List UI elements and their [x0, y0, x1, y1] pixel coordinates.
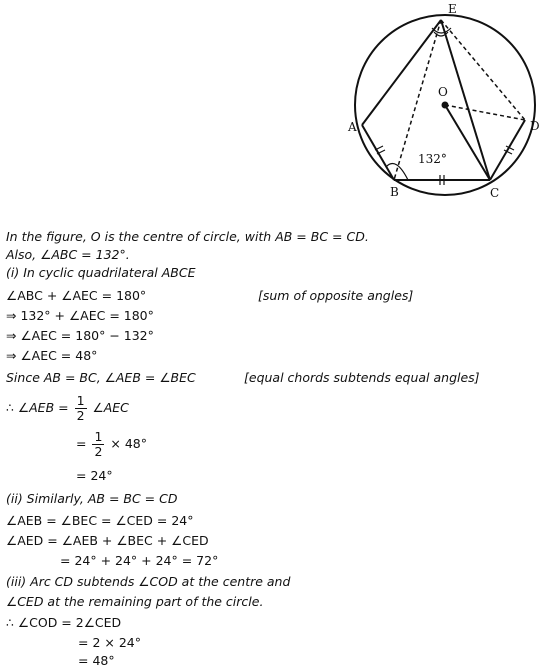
label-angle-132: 132°: [418, 152, 447, 166]
label-b: B: [390, 185, 399, 199]
fraction-den: 2: [76, 408, 85, 423]
label-c: C: [490, 186, 500, 200]
label-a: A: [348, 120, 357, 134]
chord-ab: [362, 125, 394, 180]
line-8: Since AB = BC, ∠AEB = ∠BEC: [6, 370, 196, 385]
label-e: E: [448, 2, 457, 16]
line-9: [6, 394, 129, 423]
line-9-pre: ∴ ∠AEB =: [6, 400, 73, 415]
line-15: = 24° + 24° + 24° = 72°: [60, 553, 219, 568]
line-20: = 48°: [78, 653, 115, 668]
chord-ae: [362, 20, 441, 125]
note-4: [sum of opposite angles]: [258, 288, 414, 303]
line-9-post: ∠AEC: [92, 400, 129, 415]
line-10-post: × 48°: [110, 436, 147, 451]
line-1: In the figure, O is the centre of circle, with AB = BC = CD.: [6, 229, 369, 244]
line-2: Also, ∠ABC = 132°.: [6, 247, 130, 262]
line-16: (iii) Arc CD subtends ∠COD at the centre and: [6, 574, 291, 589]
fraction-half-2: [92, 430, 104, 459]
line-4: ∠ABC + ∠AEC = 180°: [6, 288, 147, 303]
label-o: O: [438, 85, 448, 99]
line-3: (i) In cyclic quadrilateral ABCE: [6, 265, 196, 280]
line-7: ⇒ ∠AEC = 48°: [6, 348, 98, 363]
radius-oc: [445, 105, 490, 180]
line-10-pre: =: [76, 436, 91, 451]
line-5: ⇒ 132° + ∠AEC = 180°: [6, 308, 154, 323]
line-17: ∠CED at the remaining part of the circle.: [6, 594, 264, 609]
line-6: ⇒ ∠AEC = 180° − 132°: [6, 328, 154, 343]
line-18: ∴ ∠COD = 2∠CED: [6, 615, 122, 630]
line-12: (ii) Similarly, AB = BC = CD: [6, 491, 178, 506]
fraction-half: [75, 394, 87, 423]
label-d: D: [530, 119, 540, 133]
line-11: = 24°: [76, 468, 113, 483]
dashed-od: [445, 105, 525, 120]
fraction-num: 1: [76, 393, 85, 408]
chord-ec: [441, 20, 490, 180]
fraction-num-2: 1: [94, 429, 103, 444]
centre-dot: [442, 102, 449, 109]
geometry-figure: [330, 0, 552, 205]
circle-diagram: [330, 0, 552, 205]
line-10: [76, 430, 147, 459]
line-14: ∠AED = ∠AEB + ∠BEC + ∠CED: [6, 533, 209, 548]
fraction-den-2: 2: [94, 444, 103, 459]
line-19: = 2 × 24°: [78, 635, 141, 650]
line-13: ∠AEB = ∠BEC = ∠CED = 24°: [6, 513, 194, 528]
note-8: [equal chords subtends equal angles]: [244, 370, 480, 385]
dashed-ed: [441, 20, 525, 120]
